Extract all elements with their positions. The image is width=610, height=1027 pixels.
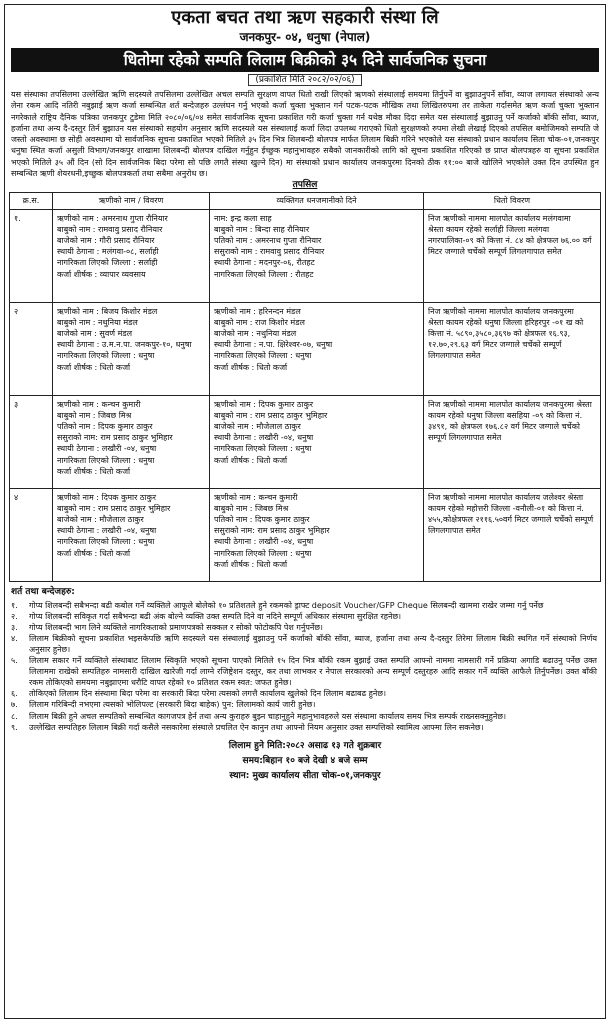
borrower-details-line: ऋणीको नाम : दिपक कुमार ठाकुर bbox=[57, 492, 157, 502]
guarantor-details-line: नागरिकता लिएको जिल्ला : धनुषा bbox=[214, 444, 312, 454]
guarantor-details-line: कर्जा शीर्षक : धितो कर्जा bbox=[214, 362, 288, 372]
collateral-details bbox=[424, 302, 601, 395]
guarantor-details-line: बाबुको नाम : राज किशोर मंडल bbox=[214, 317, 305, 327]
auction-date: लिलाम हुने मिति:२०८२ असाढ १३ गते शुक्रबार bbox=[228, 740, 382, 751]
borrower-details-line: कर्जा शीर्षक : धितो कर्जा bbox=[57, 466, 131, 476]
guarantor-details bbox=[210, 302, 424, 395]
table-row bbox=[10, 302, 601, 395]
auction-venue: स्थान: मुख्य कार्यालय सीता चोक-०१,जनकपुर bbox=[229, 770, 381, 781]
borrower-details-line: ऋणीको नाम : अमरनाथ गुप्ता रौनियार bbox=[57, 213, 168, 223]
condition-text: तोकिएको लिलाम दिन संस्थामा बिदा परेमा वा सरकारी बिदा परेमा त्यसको लगत्तै कार्यालय खुलेको दिन लिलाम बढाबढ हुनेछ। bbox=[29, 689, 386, 699]
table-row bbox=[10, 395, 601, 488]
borrower-details-line: स्थायी ठेगाना : लखौरी -०४, धनुषा bbox=[57, 526, 157, 536]
header-collateral: धितो विवरण bbox=[424, 193, 601, 209]
guarantor-details-line: स्थायी ठेगाना : न.पा. क्षिरेश्वर-०७, धनुषा bbox=[214, 340, 333, 350]
guarantor-details-line: पतिको नाम : दिपक कुमार ठाकुर bbox=[214, 514, 310, 524]
row-serial: ३ bbox=[10, 395, 53, 488]
guarantor-details bbox=[210, 395, 424, 488]
condition-item bbox=[11, 688, 597, 699]
borrower-details-line: नागरिकता लिएको जिल्ला : धनुषा bbox=[57, 455, 155, 465]
condition-text: गोप्य शिलबन्दी भाग लिने व्यक्तिले नागरिकताको प्रमाणपत्रको सक्कल र सोको फोटोकपि पेश गर्नुपर्नेछ। bbox=[29, 622, 323, 632]
borrower-details-line: कर्जा शीर्षक : धितो कर्जा bbox=[57, 362, 131, 372]
condition-text: लिलाम सकार गर्ने व्यक्तिले संस्थाबाट लिलाम स्विकृति भएको सूचना पाएको मितिले १५ दिन भित्र बाँकी रकम बुझाई उक्त सम्पति आफ्नो नाममा नामसारी गर्ने प्रक्रिया अगाडि बढाउनु पर्नेछ उक्त लिलाममा राखेको सम्पतिहरु नामसारी दाखिल खारेजी गर्दा लाग्ने रजिष्ट्रेशन दस्तुर, कर तथा लाभकर र नेपाल सरकारको अन्य सम्पूर्ण दस्तुरहरु आदि सकार गर्ने व्यक्ति आफैले तिर्नुपर्नेछ। उक्त बाँकी रकम तोकिएको समयमा नबुझाएमा धरौटि वापत रहेको १० प्रतिशत रकम स्वत: जफत हुनेछ। bbox=[29, 656, 597, 688]
borrower-details-line: स्थायी ठेगाना : लखौरी -०४, धनुषा bbox=[57, 444, 157, 454]
borrower-details-line: बाजेको नाम : मौजेलाल ठाकुर bbox=[57, 514, 144, 524]
borrower-details bbox=[53, 395, 210, 488]
guarantor-details-line: नागरिकता लिएको जिल्ला : धनुषा bbox=[214, 351, 312, 361]
condition-item bbox=[11, 600, 597, 611]
condition-number: १. bbox=[11, 600, 18, 610]
guarantor-details-line: पतिको नाम : अमरनाथ गुप्ता रौनियार bbox=[214, 235, 322, 245]
collateral-details bbox=[424, 488, 601, 581]
guarantor-details-line: कर्जा शीर्षक : धितो कर्जा bbox=[214, 455, 288, 465]
condition-text: उल्लेखित सम्पतिहरु लिलाम बिक्री गर्दा कसैले नसकारेमा संस्थाले प्रचलित ऐन कानुन तथा आफ्नो नियम अनुसार उक्त सम्पत्तिको स्वामित्व आफ्मा लिन सकनेछ। bbox=[29, 722, 484, 732]
condition-item bbox=[11, 633, 597, 655]
borrower-details-line: नागरिकता लिएको जिल्ला : सर्लाही bbox=[57, 258, 158, 268]
guarantor-details-line: स्थायी ठेगाना : लखौरी -०४, धनुषा bbox=[214, 433, 314, 443]
header-sn: क्र.स. bbox=[10, 193, 53, 209]
condition-number: ९. bbox=[11, 722, 18, 732]
auction-footer bbox=[9, 739, 601, 784]
org-address: जनकपुर- ०४, धनुषा (नेपाल) bbox=[239, 30, 371, 44]
guarantor-details-line: ऋणीको नाम : दिपक कुमार ठाकुर bbox=[214, 399, 314, 409]
borrower-details bbox=[53, 302, 210, 395]
intro-paragraph: यस संस्थाका तपसिलमा उल्लेखित ऋणि सदस्यले तपसिलमा उल्लेखित अचल सम्पति सुरक्षण वापत धितो राखी लिएको ऋणको संस्थालाई समयमा तिर्नुपर्ने वा बुझाउनुपर्ने साँवा, व्याज लगायत संस्थाको अन्य लेना रकम आदि नतिरी नबुझाई ऋण कर्जा सम्बन्धित शर्त बन्देजहरु उल्लंघन गर्नु भएको कर्जा चुक्ता भुक्तान गर्न पटक-पटक मौखिक तथा लिखितरुपमा तर ताकेता गर्दासमेत ऋण कर्जा चुक्ता भुक्तान नगरेकाले राष्ट्रिय दैनिक पत्रिका जनकपुर टुडेमा मिति २०८०/०६/०४ समेत सार्वजनिक सूचना प्रकाशित गरी कर्जा चुक्ता गर्न यथेष्ठ मौका दिदा समेत यस संस्थालाई बुझाउनु पर्ने कर्जाको बाँकी साँवा, ब्याज, हर्जाना तथा अन्य दै-दस्तुर तिर्न बुझाउन यस संस्थाको सहयोग अनुसार ऋणि सदस्यले यस संस्थालाई कर्जा लिदा उपलब्ध गराएको धितो सुरक्षणको रुपमा लेखी लेखाई दिएको तपसिल बमोजिमको सम्पति जे जस्तो अवस्थामा छ सोही अवस्थामा यो सार्वजनिक सूचना प्रकाशित भएको मितिले ३५ दिन भित्र शिलबन्दी बोलपत्र मार्फत लिलाम बिक्री गरिने भएकोले यस संस्थाको प्रधान कार्यालय सिता चोक-०१,जनकपुर धनुषा स्थित कर्जा असुली विभाग/जनकपुर शाखामा शिलबन्दी बोलपत्र दाखिल गर्नुहुन ईच्छुक महानुभावहरु सबैको जानकारीको लागि को सूचना प्रकाशित गरिएको छ प्राप्त बोलपत्रहरु वा सूचना प्रकाशित भएको मितिले ३५ औं दिन (सो दिन सार्वजनिक बिदा परेमा सो पछि लगतै संस्था खुल्ने दिन) मा संस्थाको प्रधान कार्यालय जनकपुरमा दिनको ठीक ११:०० बाजे खोलिने भएकोले उक्त दिन उपस्थित हुन सम्बन्धित ऋणी शेयरधनी,इच्छुक बोलपत्रकर्ता तथा सबैमा अनुरोध छ। bbox=[11, 90, 599, 179]
conditions-list bbox=[9, 600, 601, 733]
borrower-details-line: नागरिकता लिएको जिल्ला : धनुषा bbox=[57, 351, 155, 361]
guarantor-details-line: बाजेको नाम : नथुनिया मंडल bbox=[214, 328, 297, 338]
condition-text: गोप्य शिलबन्दी सविकृत गर्दा सबैभन्दा बढी अंक बोल्ने व्यक्ति उक्त सम्पति दिने वा नदिने सम्पूर्ण अधिकार संस्थामा सुरक्षित रहनेछ। bbox=[29, 611, 402, 621]
header-borrower: ऋणीको नाम / विवरण bbox=[53, 193, 210, 209]
guarantor-details-line: बाबुको नाम : बिन्दा साह रौनियार bbox=[214, 224, 310, 234]
condition-number: ८. bbox=[11, 711, 18, 721]
notice-banner-title: धितोमा रहेको सम्पति लिलाम बिक्रीको ३५ दिने सार्वजनिक सुचना bbox=[11, 48, 599, 72]
guarantor-details-line: स्थायी ठेगाना : लखौरी -०४, धनुषा bbox=[214, 537, 314, 547]
condition-number: ४. bbox=[11, 633, 18, 643]
borrower-details-line: नागरिकता लिएको जिल्ला : धनुषा bbox=[57, 537, 155, 547]
conditions-heading: शर्त तथा बन्देजहरु: bbox=[11, 586, 75, 597]
guarantor-details-line: स्थायी ठेगाना : मदनपुर-०६, रौतहट bbox=[214, 258, 315, 268]
guarantor-details-line: नागरिकता लिएको जिल्ला : रौतहट bbox=[214, 269, 314, 279]
borrower-details-line: बाजेको नाम : गौरी प्रसाद रौनियार bbox=[57, 235, 155, 245]
guarantor-details bbox=[210, 209, 424, 302]
condition-item bbox=[11, 699, 597, 710]
collateral-details-line: निज ऋणीको नाममा मालपोत कार्यालय जनकपुरमा bbox=[428, 306, 574, 316]
org-name: एकता बचत तथा ऋण सहकारी संस्था लि bbox=[171, 7, 439, 28]
borrower-details-line: बाजेको नाम : सुवर्ण मंडल bbox=[57, 328, 133, 338]
collateral-details bbox=[424, 395, 601, 488]
borrower-details-line: ऋणीको नाम : कन्चन कुमारी bbox=[57, 399, 141, 409]
condition-text: गोप्य शिलबन्दी सबैभन्दा बढी कबोल गर्ने व्यक्तिले आफूले बोलेको १० प्रतिशतले हुने रकमको ड्राफ्ट deposit Voucher/GFP Cheque सिलबन्दी खाममा राखेर जम्मा गर्नु पर्नेछ bbox=[29, 600, 544, 610]
table-row bbox=[10, 488, 601, 581]
borrower-details-line: स्थायी ठेगाना : उ.म.न.पा. जनकपुर-१०, धनुषा bbox=[57, 340, 192, 350]
guarantor-details-line: कर्जा शीर्षक : धितो कर्जा bbox=[214, 559, 288, 569]
borrower-details-line: बाबुको नाम : राम प्रसाद ठाकुर भुमिहार bbox=[57, 503, 171, 513]
guarantor-details bbox=[210, 488, 424, 581]
condition-text: लिलाम बिक्री हुने अचल सम्पतिको सम्बन्धित कागजपत्र हेर्न तथा अन्य कुराहरु बुझ्न चाहानुहुने महानुभावहरुले यस संस्थामा कार्यालय समय भित्र सम्पर्क राख्नसक्नुहुनेछ। bbox=[29, 711, 507, 721]
guarantor-details-line: ऋणीको नाम : हरिनन्दन मंडल bbox=[214, 306, 301, 316]
condition-item bbox=[11, 722, 597, 733]
guarantor-details-line: बाबुको नाम : जिबछ मिश्र bbox=[214, 503, 289, 513]
details-table bbox=[9, 192, 601, 581]
guarantor-details-line: बाबुको नाम : राम प्रसाद ठाकुर भुमिहार bbox=[214, 410, 328, 420]
borrower-details-line: ससुराको नाम: राम प्रसाद ठाकुर भुमिहार bbox=[57, 433, 173, 443]
guarantor-details-line: नाम: इन्द्र कला साह bbox=[214, 213, 272, 223]
condition-number: २. bbox=[11, 611, 18, 621]
borrower-details-line: बाबुको नाम : नथुनिया मंडल bbox=[57, 317, 138, 327]
condition-item bbox=[11, 622, 597, 633]
collateral-details-line: निज ऋणीको नाममा मालपोत कार्यालय जलेश्वर श्रेस्ता कायम रहेको महोत्तरी जिल्ला -वनौली-०१ को कित्ता नं. ४५५,कोक्षेत्रफल २११६.५०वर्ग मिटर जग्गाले चर्चेको सम्पूर्ण लिगलगापात समेत bbox=[428, 492, 594, 536]
auction-time: समय:बिहान १० बजे देखी ४ बजे सम्म bbox=[242, 755, 368, 766]
notice-page bbox=[4, 4, 606, 1019]
condition-number: ७. bbox=[11, 700, 18, 710]
borrower-details bbox=[53, 209, 210, 302]
collateral-details-line: श्रेस्ता कायम रहेको सर्लाही जिल्ला मलंगवा नगरपालिका-०९ को कित्ता नं. ८४ को क्षेत्रफल ७६.०० वर्ग मिटर जग्गाले चर्चेको सम्पूर्ण लिगलगापात समेत bbox=[428, 224, 592, 257]
borrower-details-line: कर्जा शीर्षक : धितो कर्जा bbox=[57, 548, 131, 558]
table-header-row bbox=[10, 193, 601, 209]
condition-item bbox=[11, 611, 597, 622]
row-serial: २ bbox=[10, 302, 53, 395]
condition-text: लिलाम बिक्रीको सूचना प्रकाशित भइसकेपछि ऋणि सदस्यले यस संस्थालाई बुझाउनु पर्ने कर्जाको बाँकी साँवा, ब्याज, हर्जाना तथा अन्य दै-दस्तुर तिरेमा लिलाम बिक्री स्थगित गर्ने संस्थाको निर्णय अनुसार हुनेछ। bbox=[29, 633, 597, 654]
collateral-details-line: निज ऋणीको नाममा मालपोत कार्यालय जनकपुरमा श्रेस्ता कायम रहेको धनुषा जिल्ला बसहिया -०९ को कित्ता नं. ३४९१, को क्षेत्रफल १७६.८२ वर्ग मिटर जग्गाले चर्चेको सम्पूर्ण लिगलगापात समेत bbox=[428, 399, 592, 443]
guarantor-details-line: नागरिकता लिएको जिल्ला : धनुषा bbox=[214, 548, 312, 558]
borrower-details-line: ऋणीको नाम : बिजय किशोर मंडल bbox=[57, 306, 158, 316]
borrower-details-line: स्थायी ठेगाना : मलंगवा-०८, सर्लाही bbox=[57, 247, 159, 257]
borrower-details-line: पतिको नाम : दिपक कुमार ठाकुर bbox=[57, 421, 153, 431]
condition-number: ५. bbox=[11, 656, 18, 666]
condition-text: लिलाम गरिबिन्दी नभएमा त्यसको भोलिपल्ट (सरकारी बिदा बाहेक) पुन: लिलामको कार्य जारी हुनेछ। bbox=[29, 700, 316, 710]
row-serial: ४ bbox=[10, 488, 53, 581]
table-row bbox=[10, 209, 601, 302]
publication-date-text: (प्रकाशित मिति २०८२/०२/०६) bbox=[248, 74, 361, 86]
guarantor-details-line: ऋणीको नाम : कन्चन कुमारी bbox=[214, 492, 298, 502]
borrower-details-line: बाबुको नाम : जिबछ मिश्र bbox=[57, 410, 132, 420]
guarantor-details-line: बाजेको नाम : मौजेलाल ठाकुर bbox=[214, 421, 301, 431]
borrower-details-line: बाबुको नाम : रामवावु प्रसाद रौनियार bbox=[57, 224, 163, 234]
guarantor-details-line: ससुराको नाम: राम प्रसाद ठाकुर भुमिहार bbox=[214, 526, 330, 536]
guarantor-details-line: ससुराको नाम : रामवावु प्रसाद रौनियार bbox=[214, 247, 325, 257]
collateral-details-line: निज ऋणीको नाममा मालपोत कार्यालय मलंगवामा bbox=[428, 213, 571, 223]
condition-number: ६. bbox=[11, 689, 18, 699]
condition-item bbox=[11, 655, 597, 688]
header-guarantor: व्यक्तिगत धनजमानीको दिने bbox=[210, 193, 424, 209]
collateral-details-line: श्रेस्ता कायम रहेको धनुषा जिल्ला हरिहरपुर -०१ ख को कित्ता नं. ५८९०,३५८०,३६९७ को क्षेत्रफल १६.९३, १२.७०,२९.६३ वर्ग मिटर जग्गाले चर्चेको सम्पूर्ण लिगलगापात समेत bbox=[428, 317, 584, 361]
table-title: तपसिल bbox=[292, 180, 318, 191]
borrower-details-line: कर्जा शीर्षक : व्यापार व्यवसाय bbox=[57, 269, 146, 279]
borrower-details bbox=[53, 488, 210, 581]
condition-item bbox=[11, 711, 597, 722]
condition-number: ३. bbox=[11, 622, 18, 632]
collateral-details bbox=[424, 209, 601, 302]
publication-date bbox=[9, 74, 601, 87]
row-serial: १. bbox=[10, 209, 53, 302]
